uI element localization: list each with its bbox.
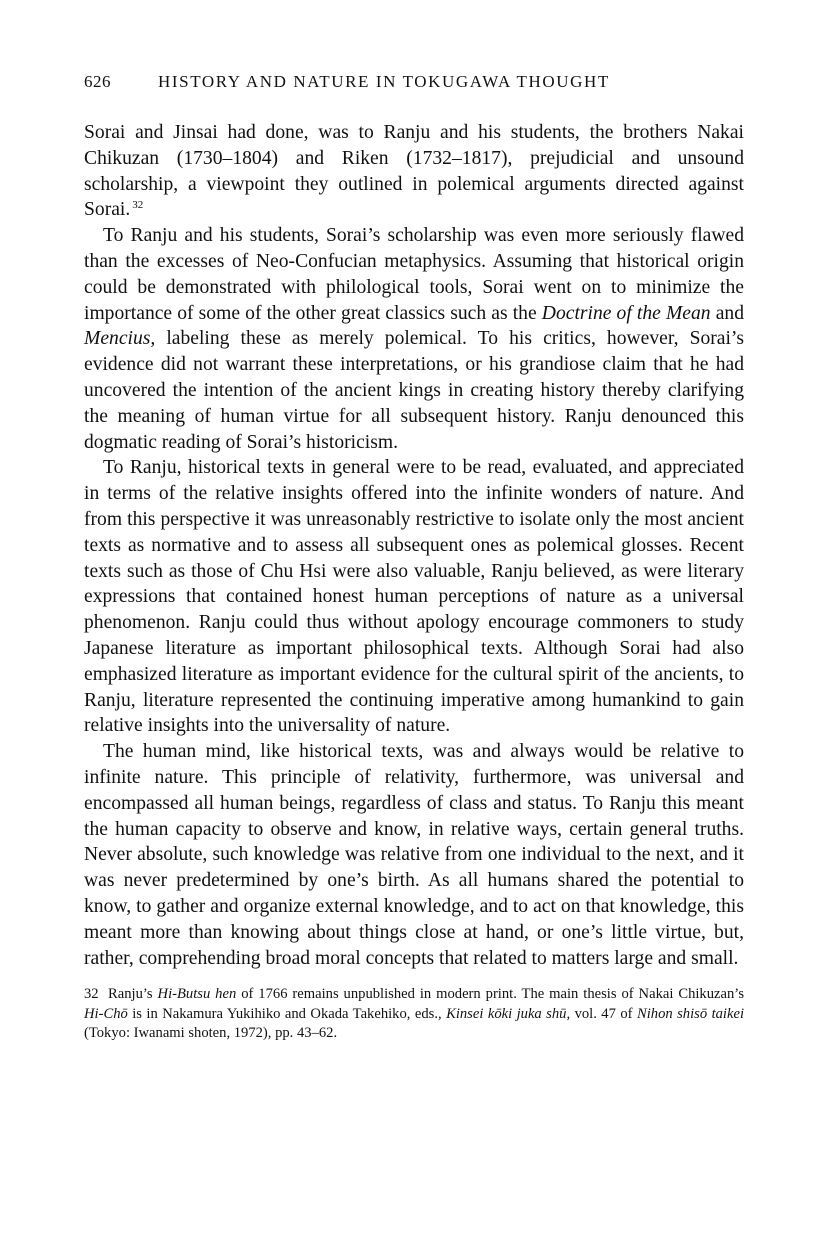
paragraph-3-text: To Ranju, historical texts in general were to be read, evaluated, and appreciated in terms of the relative insights offered into the infinite wonders of nature. And from this perspective it was unreasonably restrictive to isolate only the most ancient texts as normative and to assess all subsequent ones as polemical glosses. Recent texts such as those of Chu Hsi were also valuable, Ranju believed, as were literary expressions that contained honest human perceptions of nature as a universal phenomenon. Ranju could thus without apology encourage commoners to study Japanese literature as important philosophical texts. Although Sorai had also emphasized literature as important evidence for the cultural spirit of the ancients, to Ranju, literature represented the continuing imperative among humankind to gain relative insights into the universality of nature. [84, 457, 744, 737]
book-page [84, 70, 744, 1044]
paragraph-2-text-c: labeling these as merely polemical. To his critics, however, Sorai’s evidence did not warrant these interpretations, or his grandiose claim that he had uncovered the intention of the ancient kings in creating history thereby clarifying the meaning of human virtue for all subsequent history. Ranju denounced this dogmatic reading of Sorai’s historicism. [84, 328, 744, 453]
footnote-reference-32: 32 [132, 199, 144, 212]
paragraph-1-text: Sorai and Jinsai had done, was to Ranju and his students, the brothers Nakai Chikuzan (1730–1804) and Riken (1732–1817), prejudicial and unsound scholarship, a viewpoint they outlined in polemical arguments directed against Sorai. [84, 122, 744, 221]
footnote-text-2: of 1766 remains unpublished in modern print. The main thesis of Nakai Chikuzan’s [236, 986, 745, 1003]
footnote-32 [84, 985, 744, 1044]
paragraph-1 [84, 120, 744, 223]
footnotes [84, 985, 744, 1044]
paragraph-2 [84, 223, 744, 455]
footnote-title-nihon-shiso-taikei: Nihon shisō taikei [636, 1005, 744, 1022]
paragraph-4-text: The human mind, like historical texts, was and always would be relative to infinite nature. This principle of relativity, furthermore, was universal and encompassed all human beings, regardless of class and status. To Ranju this meant the human capacity to observe and know, in relative ways, certain general truths. Never absolute, such knowledge was relative from one individual to the next, and it was never predetermined by one’s birth. As all humans shared the potential to know, to gather and organize external knowledge, and to act on that knowledge, this meant more than knowing about things close at hand, or one’s little virtue, but, rather, comprehending broad moral concepts that related to matters large and small. [84, 741, 744, 969]
footnote-text-1: Ranju’s [108, 986, 158, 1003]
body-text [84, 120, 744, 971]
paragraph-2-text-b: and [710, 302, 744, 324]
footnote-text-4: vol. 47 of [570, 1005, 637, 1022]
footnote-text-5: (Tokyo: Iwanami shoten, 1972), pp. 43–62. [84, 1025, 338, 1042]
title-mencius: Mencius, [84, 328, 156, 350]
running-head [84, 70, 744, 94]
running-head-title: HISTORY AND NATURE IN TOKUGAWA THOUGHT [158, 72, 610, 91]
footnote-title-hi-butsu-hen: Hi-Butsu hen [157, 986, 237, 1003]
footnote-title-kinsei-koki-juka-shu: Kinsei kōki juka shū, [446, 1005, 571, 1022]
paragraph-4 [84, 739, 744, 971]
title-doctrine-of-the-mean: Doctrine of the Mean [541, 302, 711, 324]
page-number: 626 [84, 72, 111, 91]
paragraph-2-text-a: To Ranju and his students, Sorai’s scholarship was even more seriously flawed than the excesses of Neo-Confucian metaphysics. Assuming that historical origin could be demonstrated with philological tools, Sorai went on to minimize the importance of some of the other great classics such as the [84, 225, 744, 324]
footnote-title-hi-cho: Hi-Chō [84, 1005, 128, 1022]
footnote-text-3: is in Nakamura Yukihiko and Okada Takehiko, eds., [127, 1005, 447, 1022]
paragraph-3 [84, 455, 744, 739]
footnote-number: 32 [84, 986, 99, 1003]
